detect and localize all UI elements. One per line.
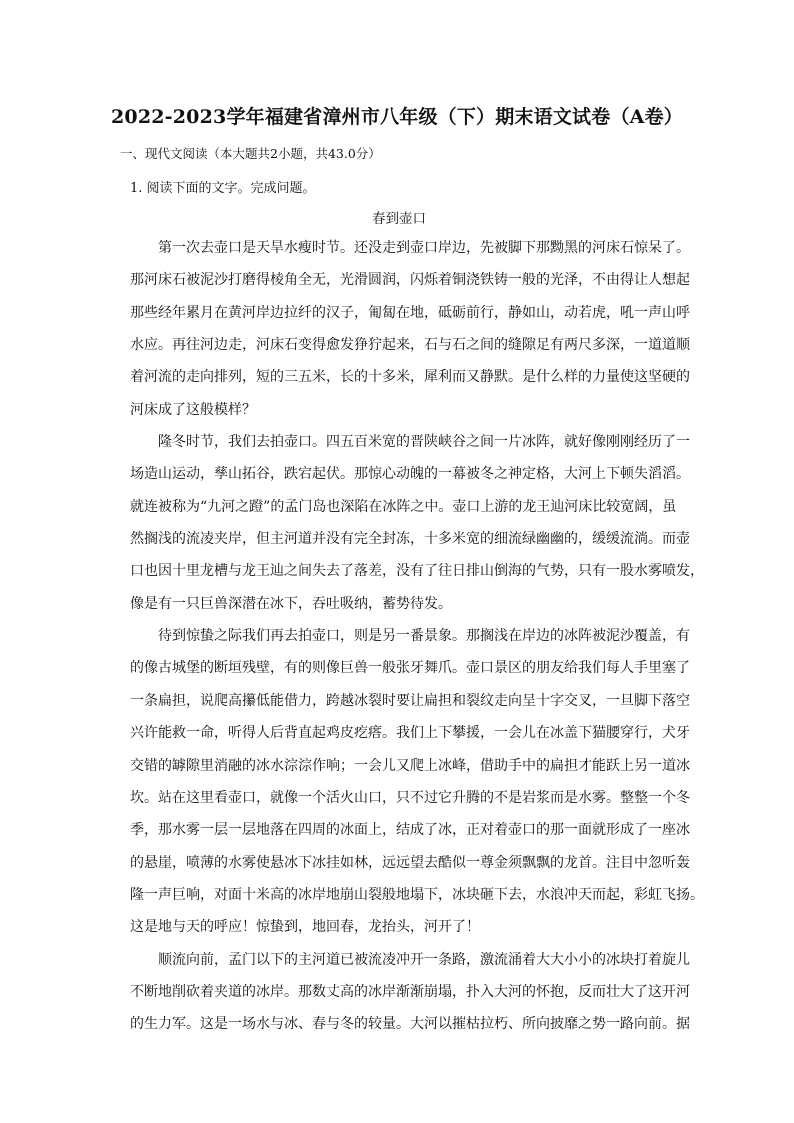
text-line: 一条扁担，说爬高攥低能借力，跨越冰裂时要让扁担和裂纹走向呈十字交叉，一旦脚下落空 <box>130 692 690 709</box>
text-line: 那河床石被泥沙打磨得棱角全无，光滑圆润，闪烁着铜浇铁铸一般的光泽，不由得让人想起 <box>130 272 690 289</box>
text-line: 兴许能救一命，听得人后背直起鸡皮疙瘩。我们上下攀援，一会儿在冰盖下猫腰穿行，犬牙 <box>130 725 690 742</box>
text-line: 不断地削砍着夹道的冰岸。那数丈高的冰岸渐渐崩塌，扑入大河的怀抱，反而壮大了这开河 <box>130 983 690 1000</box>
article-title: 春到壶口 <box>372 211 426 227</box>
text-line: 第一次去壶口是天旱水瘦时节。还没走到壶口岸边，先被脚下那黝黑的河床石惊呆了。 <box>158 240 690 256</box>
article-body <box>130 232 704 1041</box>
text-line: 交错的罅隙里消融的冰水淙淙作响；一会儿又爬上冰峰，借助手中的扁担才能跃上另一道冰 <box>130 757 690 774</box>
text-line: 河床成了这般模样？ <box>130 401 256 418</box>
text-line: 的像古城堡的断垣残壁，有的则像巨兽一般张牙舞爪。壶口景区的朋友给我们每人手里塞了 <box>130 660 690 677</box>
text-line: 水应。再往河边走，河床石变得愈发狰狞起来，石与石之间的缝隙足有两尺多深，一道道顺 <box>130 337 690 354</box>
text-line: 隆冬时节，我们去拍壶口。四五百米宽的晋陕峡谷之间一片冰阵，就好像刚刚经历了一 <box>158 434 690 451</box>
text-line: 隆一声巨响，对面十米高的冰岸地崩山裂般地塌下，冰块砸下去，水浪冲天而起，彩虹飞扬。 <box>130 886 704 903</box>
text-line: 口也因十里龙槽与龙王辿之间失去了落差，没有了往日排山倒海的气势，只有一股水雾喷发， <box>130 563 704 580</box>
text-line: 待到惊蛰之际我们再去拍壶口，则是另一番景象。那搁浅在岸边的冰阵被泥沙覆盖，有 <box>158 628 690 645</box>
text-line: 这是地与天的呼应！惊蛰到，地回春，龙抬头，河开了！ <box>130 919 480 936</box>
text-line: 着河流的走向排列，短的三五米，长的十多米，犀利而又静默。是什么样的力量使这坚硬的 <box>130 369 690 386</box>
text-line: 的悬崖，喷薄的水雾使悬冰下冰挂如林，远远望去酷似一尊金须飘飘的龙首。注目中忽听轰 <box>130 854 690 871</box>
text-line: 那些经年累月在黄河岸边拉纤的汉子，匍匐在地，砥砺前行，静如山，动若虎，吼一声山呼 <box>130 304 690 321</box>
text-line: 像是有一只巨兽深潜在冰下，吞吐吸纳，蓄势待发。 <box>130 595 452 612</box>
question-1-prompt: 1. 阅读下面的文字。完成问题。 <box>130 181 316 196</box>
text-line: 季，那水雾一层一层地落在四周的冰面上，结成了冰，正对着壶口的那一面就形成了一座冰 <box>130 822 690 839</box>
text-line: 场造山运动，孳山拓谷，跌宕起伏。那惊心动魄的一幕被冬之神定格，大河上下顿失滔滔。 <box>130 466 690 483</box>
text-line: 顺流向前，孟门以下的主河道已被流凌冲开一条路，激流涌着大大小小的冰块打着旋儿 <box>158 951 690 968</box>
exam-title: 2022-2023学年福建省漳州市八年级（下）期末语文试卷（A卷） <box>111 106 683 128</box>
text-line: 就连被称为“九河之蹬”的孟门岛也深陷在冰阵之中。壶口上游的龙王辿河床比较宽阔，虽 <box>130 498 677 515</box>
text-line: 的生力军。这是一场水与冰、春与冬的较量。大河以摧枯拉朽、所向披靡之势一路向前。据 <box>130 1016 690 1033</box>
text-line: 然搁浅的流凌夹岸，但主河道并没有完全封冻，十多米宽的细流绿幽幽的，缓缓流淌。而壶 <box>130 531 690 548</box>
section-heading: 一、现代文阅读（本大题共2小题，共43.0分） <box>120 146 381 161</box>
text-line: 坎。站在这里看壶口，就像一个活火山口，只不过它升腾的不是岩浆而是水雾。整整一个冬 <box>130 789 690 806</box>
